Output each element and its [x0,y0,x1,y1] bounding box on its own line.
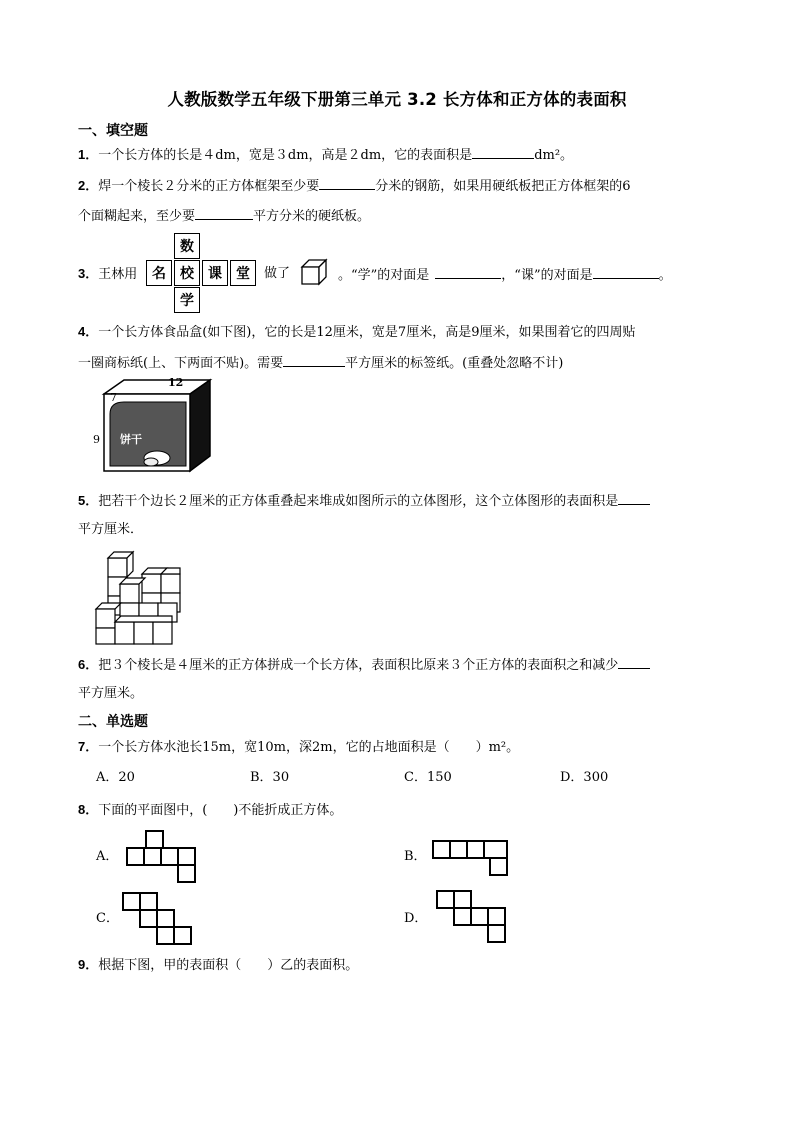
question-number: 7． [78,739,99,754]
net-cell: 校 [174,260,200,286]
question-number: 2． [78,178,99,193]
option-b[interactable]: B． [404,849,427,864]
question-3-rest [338,264,672,286]
question-9 [78,955,358,976]
answer-blank[interactable] [593,264,659,279]
question-number: 6． [78,657,99,672]
question-text: 平方分米的硬纸板。 [253,209,371,224]
answer-blank[interactable] [319,175,375,190]
question-text: 下面的平面图中，( )不能折成正方体。 [98,803,343,818]
net-cell: 课 [202,260,228,286]
cube-net-figure [146,233,256,313]
cube-icon [300,258,328,286]
question-text: 一个长方体的长是４dm，宽是３dm，高是２dm，它的表面积是 [98,148,473,163]
question-6 [78,654,650,676]
question-number: 5． [78,493,99,508]
question-number: 3． [78,266,99,281]
question-5-line-2: 平方厘米． [78,522,144,537]
question-text: 王林用 [98,267,138,282]
net-option-d [436,890,512,946]
net-cell-bottom: 学 [174,287,200,313]
net-cell: 堂 [230,260,256,286]
question-number: 4． [78,324,99,339]
question-1 [78,144,573,166]
dim-height: 9 [93,433,100,446]
net-cell-top: 数 [174,233,200,259]
option-a[interactable]: A． [96,849,119,864]
answer-blank[interactable] [618,654,650,669]
dim-length: 12 [168,376,184,389]
question-text: 平方厘米的标签纸。(重叠处忽略不计) [345,356,564,371]
net-option-c [122,892,194,946]
section-heading-single-choice: 二、单选题 [78,714,148,730]
question-4 [78,322,635,343]
option-d[interactable]: D．300 [560,770,609,785]
box-label: 饼干 [120,433,142,446]
option-d[interactable]: D． [404,911,428,926]
option-c[interactable]: C．150 [404,770,452,785]
question-2 [78,175,631,197]
option-b[interactable]: B．30 [250,770,290,785]
question-number: 1． [78,147,99,162]
question-2-line-2 [78,205,370,227]
question-text: 一个长方体水池长15m，宽10m，深2m，它的占地面积是（ ）m²。 [98,740,520,755]
question-text: 根据下图，甲的表面积（ ）乙的表面积。 [98,958,359,973]
question-4-line-2 [78,352,563,374]
question-6-line-2: 平方厘米。 [78,686,144,701]
dim-width: 7 [110,391,117,404]
net-option-b [432,840,508,876]
question-3-prefix [78,264,137,285]
question-7 [78,737,519,758]
question-unit: dm²。 [534,148,574,163]
net-cell: 名 [146,260,172,286]
question-number: 9． [78,957,99,972]
question-text: 把若干个边长２厘米的正方体重叠起来堆成如图所示的立体图形，这个立体图形的表面积是 [98,494,619,509]
option-a[interactable]: A．20 [96,770,135,785]
question-text: 。 [658,268,672,283]
stacked-cubes-figure [92,548,182,646]
answer-blank[interactable] [195,205,253,220]
answer-blank[interactable] [472,144,534,159]
section-heading-fill-in: 一、填空题 [78,123,148,139]
answer-blank[interactable] [435,264,501,279]
question-text: 一个长方体食品盒(如下图)，它的长是12厘米，宽是7厘米，高是9厘米，如果围着它的四周贴 [98,325,636,340]
answer-blank[interactable] [283,352,345,367]
question-text: 焊一个棱长２分米的正方体框架至少要 [98,179,320,194]
question-text: 个面糊起来，至少要 [78,209,196,224]
question-text: 分米的钢筋，如果用硬纸板把正方体框架的6 [375,179,631,194]
question-8 [78,800,342,821]
question-number: 8． [78,802,99,817]
option-c[interactable]: C． [96,911,119,926]
answer-blank[interactable] [618,490,650,505]
question-text: 一圈商标纸(上、下两面不贴)。需要 [78,356,284,371]
question-text: ，“课”的对面是 [501,268,593,283]
question-text: 。“学”的对面是 [338,268,430,283]
question-3-middle: 做了 [264,266,291,281]
page-title: 人教版数学五年级下册第三单元 3.2 长方体和正方体的表面积 [167,90,627,109]
question-text: 把３个棱长是４厘米的正方体拼成一个长方体，表面积比原来３个正方体的表面积之和减少 [98,658,619,673]
net-option-a [126,830,198,882]
question-5 [78,490,650,512]
